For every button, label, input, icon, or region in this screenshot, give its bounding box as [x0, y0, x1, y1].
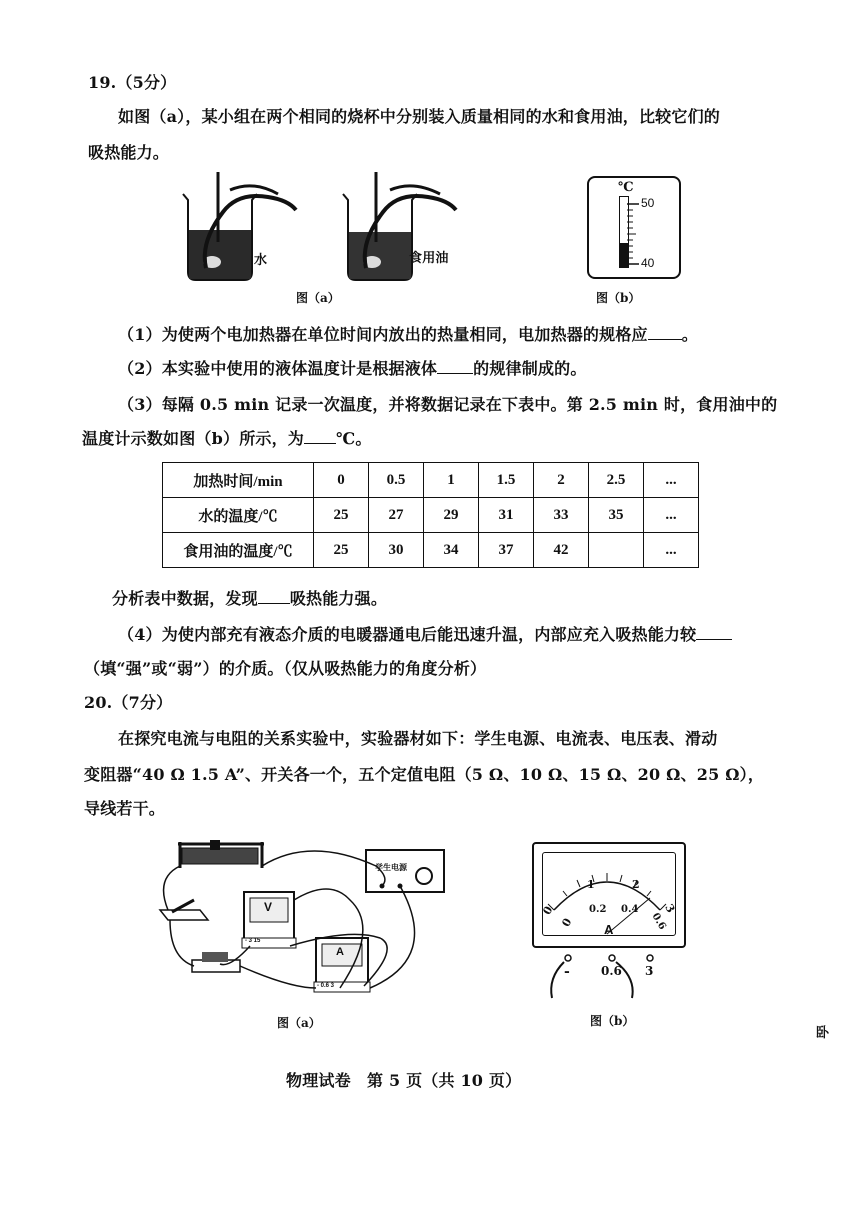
q19-sub1: （1）为使两个电加热器在单位时间内放出的热量相同，电加热器的规格应 。: [118, 325, 698, 344]
page-footer: 物理试卷 第 5 页（共 10 页）: [286, 1071, 522, 1090]
q19-intro-line2: 吸热能力。: [88, 143, 170, 162]
beakers-figure: [178, 172, 478, 284]
table-cell: 2: [534, 463, 589, 498]
answer-blank-3: [304, 429, 336, 444]
dial-label-2: 2: [632, 878, 640, 891]
table-cell: 37: [479, 533, 534, 568]
terminal-3: 3: [645, 964, 654, 978]
water-label: 水: [254, 253, 268, 268]
rheostat: [178, 840, 264, 868]
answer-blank-1: [648, 325, 682, 340]
table-cell: 34: [424, 533, 479, 568]
ammeter-terminals: - 0.6 3: [317, 983, 335, 989]
table-cell: 30: [369, 533, 424, 568]
circuit-figure: [150, 838, 460, 1013]
terminal-0-6: 0.6: [601, 964, 622, 978]
table-cell: 0: [314, 463, 369, 498]
table-row: [163, 498, 699, 533]
table-cell: 35: [589, 498, 644, 533]
table-cell: 0.5: [369, 463, 424, 498]
dial-label-0-6: 0.6: [649, 911, 668, 932]
q20-line3: 导线若干。: [84, 799, 166, 818]
dial-label-0-2: 0.2: [589, 904, 607, 915]
q20-line2: 变阻器“40 Ω 1.5 A”、开关各一个，五个定值电阻（5 Ω、10 Ω、15 Ω、20 Ω、25 Ω），: [84, 765, 765, 784]
q19-sub3-line1: （3）每隔 0.5 min 记录一次温度，并将数据记录在下表中。第 2.5 min 时，食用油中的: [118, 395, 778, 414]
q19-sub4-line2: （填“强”或“弱”）的介质。（仅从吸热能力的角度分析）: [84, 659, 487, 678]
thermometer-unit: ℃: [618, 180, 634, 195]
dial-label-1: 1: [587, 878, 595, 891]
table-row: [163, 533, 699, 568]
table-cell: 水的温度/℃: [163, 498, 314, 533]
thermometer-ticks: [627, 196, 641, 268]
q19-intro-line1: 如图（a），某小组在两个相同的烧杯中分别装入质量相同的水和食用油，比较它们的: [118, 107, 720, 126]
table-cell: ...: [644, 533, 699, 568]
fig-b-caption: 图（b）: [596, 291, 641, 305]
table-cell: 2.5: [589, 463, 644, 498]
answer-blank-2: [437, 359, 473, 374]
power-supply-label: 学生电源: [375, 862, 407, 872]
table-row: [163, 463, 699, 498]
voltmeter-terminals: - 3 15: [245, 938, 261, 944]
thermometer-tick-50: 50: [641, 196, 655, 210]
q19-analysis: 分析表中数据，发现 吸热能力强。: [112, 589, 388, 608]
dial-label-3: 3: [662, 901, 678, 916]
dial-label-0-4: 0.4: [621, 904, 639, 915]
table-cell: ...: [644, 463, 699, 498]
water-beaker: [183, 172, 296, 280]
thermometer-panel: [587, 176, 681, 279]
dial-unit-a: A: [604, 922, 614, 937]
q19-heading: 19.（5分）: [88, 73, 177, 92]
q19-sub3-line2: 温度计示数如图（b）所示，为 ℃。: [82, 429, 372, 448]
table-cell: 25: [314, 498, 369, 533]
answer-blank-5: [696, 625, 732, 640]
table-cell: 29: [424, 498, 479, 533]
table-cell: 25: [314, 533, 369, 568]
temperature-table: [162, 462, 699, 568]
table-cell: 1.5: [479, 463, 534, 498]
side-mark: 卧: [816, 1026, 830, 1041]
table-cell: 27: [369, 498, 424, 533]
table-cell: 食用油的温度/℃: [163, 533, 314, 568]
table-cell: 31: [479, 498, 534, 533]
terminal-minus: -: [564, 964, 570, 980]
q20-line1: 在探究电流与电阻的关系实验中，实验器材如下：学生电源、电流表、电压表、滑动: [118, 729, 718, 748]
table-cell: 33: [534, 498, 589, 533]
fig-a-caption: 图（a）: [296, 291, 340, 305]
oil-label: 食用油: [409, 251, 449, 266]
dial-zero-inner: 0: [559, 915, 575, 930]
table-cell: 加热时间/min: [163, 463, 314, 498]
voltmeter-symbol: V: [264, 900, 273, 914]
q20-fig-a-caption: 图（a）: [277, 1016, 321, 1030]
dial-zero-outer: 0: [540, 903, 556, 918]
ammeter-symbol: A: [336, 946, 344, 958]
table-cell: [589, 533, 644, 568]
q20-fig-b-caption: 图（b）: [590, 1014, 635, 1028]
q19-sub4-line1: （4）为使内部充有液态介质的电暖器通电后能迅速升温，内部应充入吸热能力较: [118, 622, 732, 645]
table-cell: ...: [644, 498, 699, 533]
q19-sub2: （2）本实验中使用的液体温度计是根据液体 的规律制成的。: [118, 359, 587, 378]
table-cell: 1: [424, 463, 479, 498]
answer-blank-4: [258, 589, 290, 604]
q20-heading: 20.（7分）: [84, 693, 173, 712]
thermometer-tick-40: 40: [641, 256, 655, 270]
table-cell: 42: [534, 533, 589, 568]
